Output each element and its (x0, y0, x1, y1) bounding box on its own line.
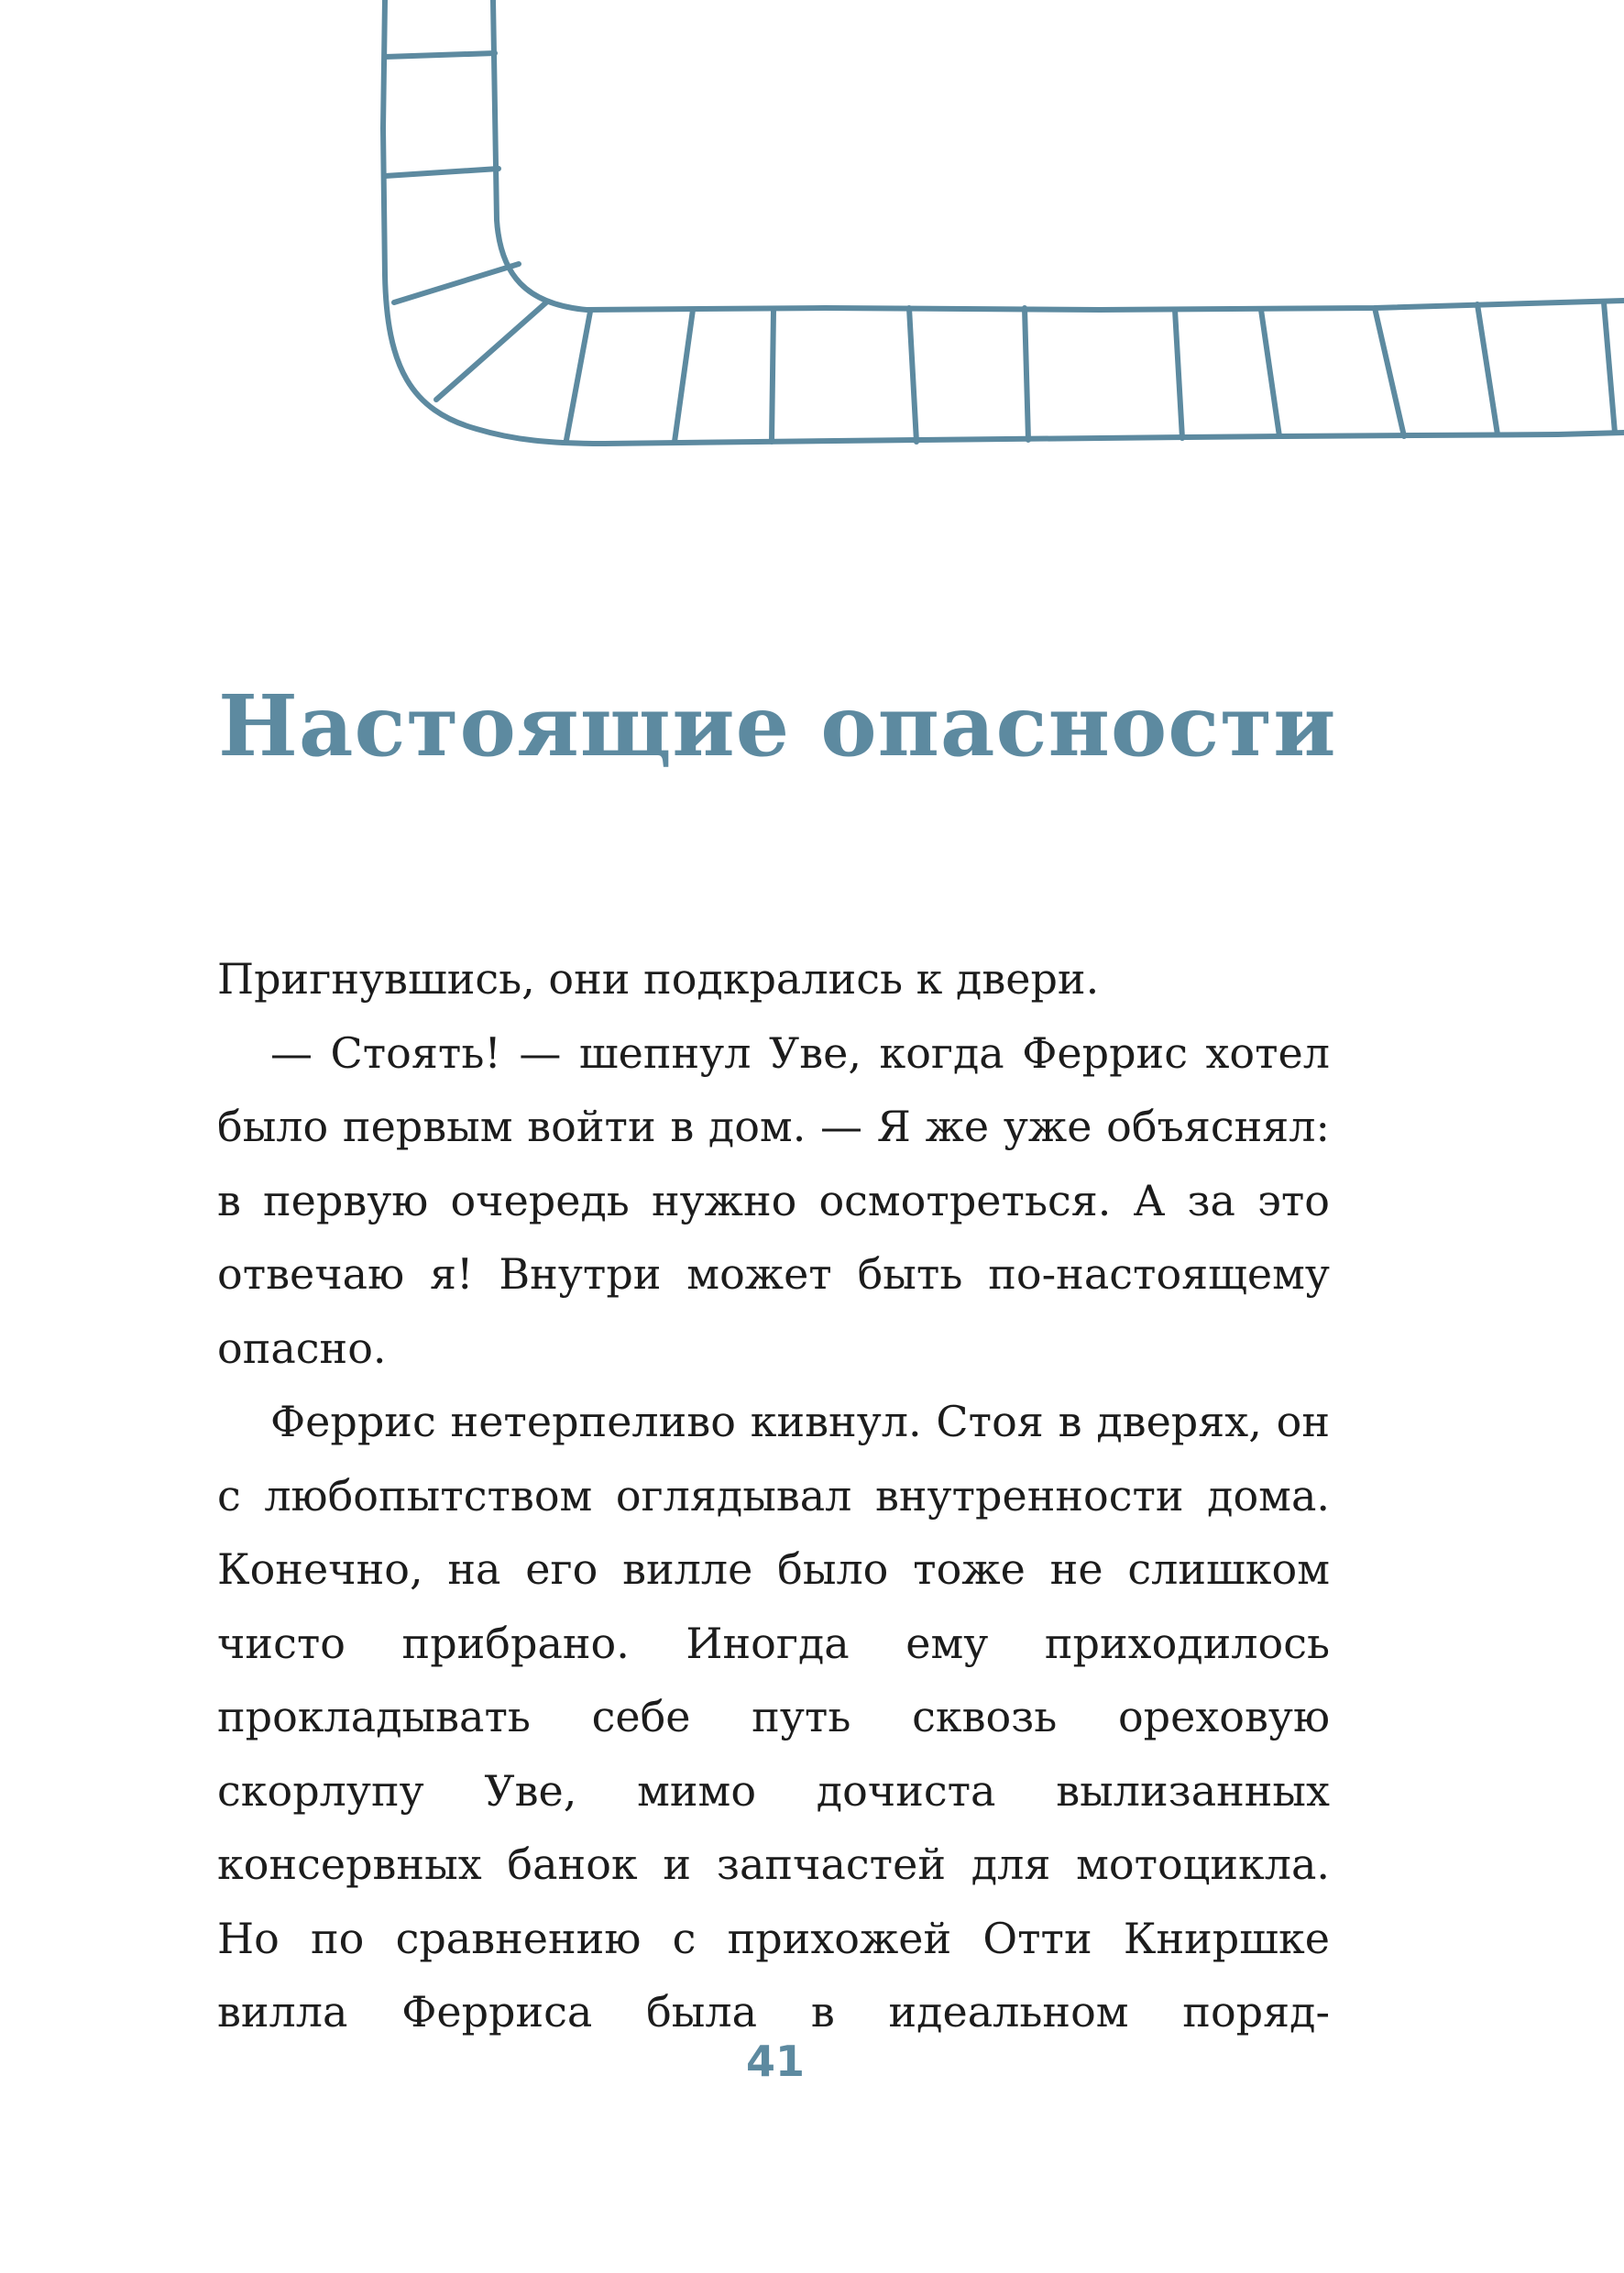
body-text (217, 942, 1330, 2049)
road-illustration (0, 0, 1624, 513)
paragraph: Пригнувшись, они подкрались к двери. (217, 954, 1100, 1004)
paragraph: — Стоять! — шепнул Уве, когда Феррис хотел было первым войти в дом. — Я же уже объяснял: в первую очередь нужно осмотреться. А за это отвечаю я! Внутри может быть по-настоящему опасно. (217, 1027, 1330, 1373)
paragraph: Феррис нетерпеливо кивнул. Стоя в дверях, он с любопытством оглядывал внутренности дома. Конечно, на его вилле было тоже не слишком чисто прибрано. Иногда ему приходилось прокладывать себе путь сквозь ореховую скорлупу Уве, мимо дочиста вылизанных консервных банок и запчастей для мотоцикла. Но по сравнению с прихожей Отти Книршке вилла Ферриса была в идеальном поряд- (217, 1397, 1330, 2037)
page-number: 41 (745, 2037, 805, 2086)
chapter-title: Настоящие опасности (218, 676, 1337, 775)
